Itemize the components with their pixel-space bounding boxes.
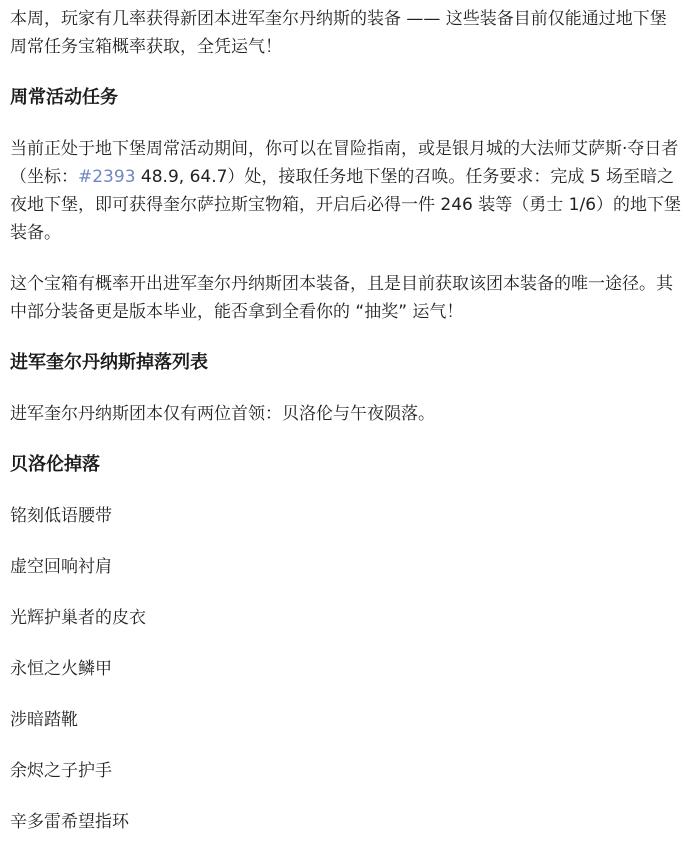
quest-paragraph: [10, 135, 682, 247]
loot-item: 虚空回响衬肩: [10, 557, 112, 577]
loot-item: 辛多雷希望指环: [10, 812, 129, 832]
quest-text-before-link: 当前正处于地下堡周常活动期间，你可以在冒险指南，或是银月城的大法师艾萨斯·夺日者（坐标：: [10, 139, 679, 187]
map-coordinate-link[interactable]: #2393: [78, 167, 136, 187]
loot-item: 光辉护巢者的皮衣: [10, 608, 146, 628]
loot-item: 涉暗踏靴: [10, 710, 78, 730]
loot-item: 永恒之火鳞甲: [10, 659, 112, 679]
quest-text-after-link: 48.9, 64.7）处，接取任务地下堡的召唤。任务要求：完成 5 场至暗之夜地下堡，即可获得奎尔萨拉斯宝物箱，开启后必得一件 246 装等（勇士 1/6）的地下堡装备。: [10, 167, 682, 243]
section-heading-beloren-drops: 贝洛伦掉落: [10, 454, 100, 475]
section-heading-weekly-task: 周常活动任务: [10, 87, 118, 108]
chest-odds-paragraph: 这个宝箱有概率开出进军奎尔丹纳斯团本装备，且是目前获取该团本装备的唯一途径。其中部分装备更是版本毕业，能否拿到全看你的 “抽奖” 运气！: [10, 274, 673, 322]
bosses-paragraph: 进军奎尔丹纳斯团本仅有两位首领：贝洛伦与午夜陨落。: [10, 404, 435, 424]
intro-paragraph: 本周，玩家有几率获得新团本进军奎尔丹纳斯的装备 —— 这些装备目前仅能通过地下堡周常任务宝箱概率获取，全凭运气！: [10, 9, 667, 57]
loot-item: 铭刻低语腰带: [10, 506, 112, 526]
section-heading-drop-list: 进军奎尔丹纳斯掉落列表: [10, 352, 208, 373]
loot-item: 余烬之子护手: [10, 761, 112, 781]
